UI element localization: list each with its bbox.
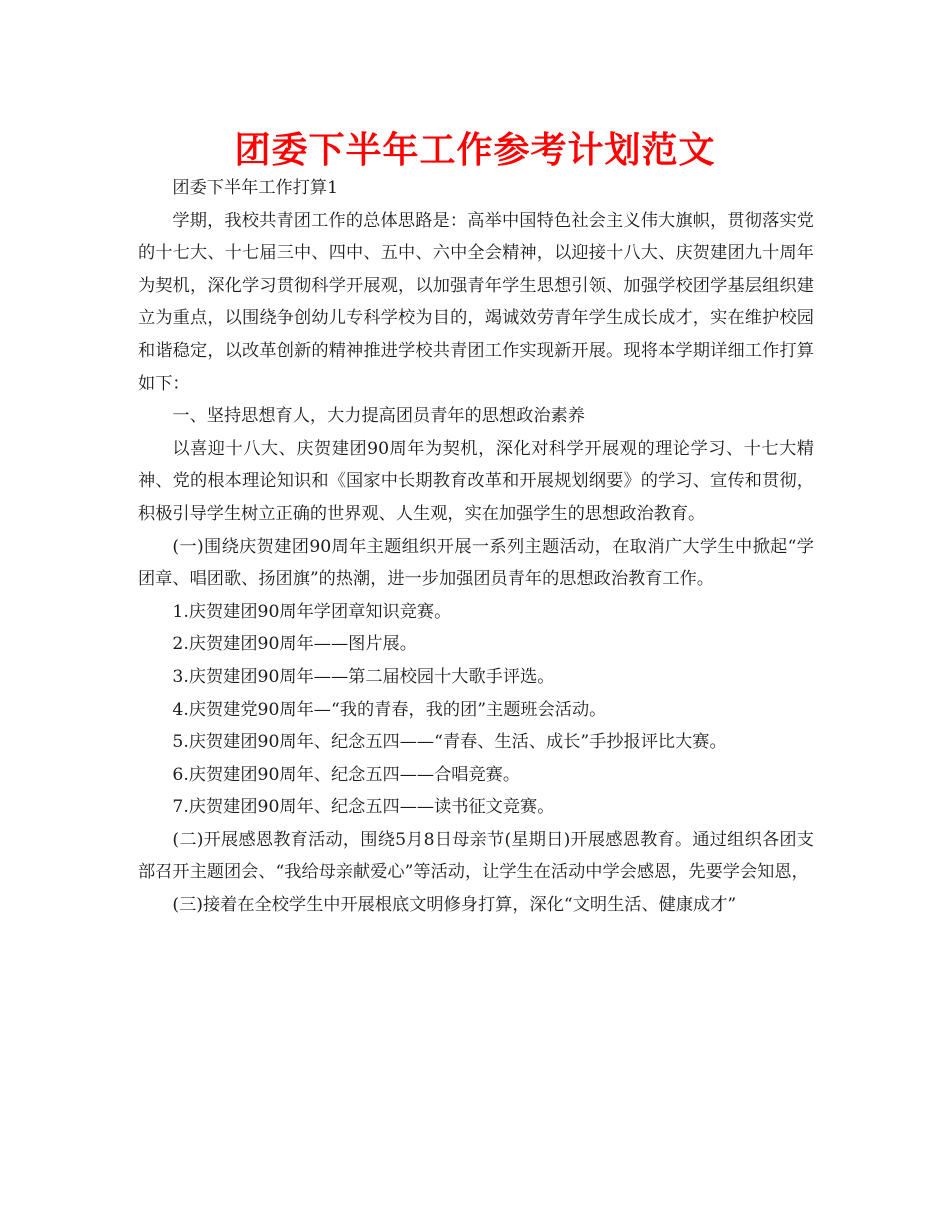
list-item-6: 6.庆贺建团90周年、纪念五四——合唱竞赛。 xyxy=(172,764,521,785)
paragraph-sub-2: (二)开展感恩教育活动，围绕5月8日母亲节(星期日)开展感恩教育。通过组织各团支部召开主题团会、“我给母亲献爱心”等活动，让学生在活动中学会感恩，先要学会知恩， xyxy=(138,829,814,883)
paragraph-subtitle: 团委下半年工作打算1 xyxy=(172,178,339,198)
list-item-2: 2.庆贺建团90周年——图片展。 xyxy=(172,634,417,655)
paragraph-intro: 学期，我校共青团工作的总体思路是：高举中国特色社会主义伟大旗帜，贯彻落实党的十七大、十七届三中、四中、五中、六中全会精神，以迎接十八大、庆贺建团九十周年为契机，深化学习贯彻科学开展观，以加强青年学生思想引领、加强学校团学基层组织建立为重点，以围绕争创幼儿专科学校为目的，竭诚效劳青年学生成长成才，实在维护校园和谐稳定，以改革创新的精神推进学校共青团工作实现新开展。现将本学期详细工作打算如下： xyxy=(138,210,814,394)
paragraph-sub-1: (一)围绕庆贺建团90周年主题组织开展一系列主题活动，在取消广大学生中掀起“学团章、唱团歌、扬团旗”的热潮，进一步加强团员青年的思想政治教育工作。 xyxy=(138,536,814,590)
list-item-5: 5.庆贺建团90周年、纪念五四——“青春、生活、成长”手抄报评比大赛。 xyxy=(172,732,727,753)
document-title: 团委下半年工作参考计划范文 xyxy=(234,130,716,171)
section-heading-1: 一、坚持思想育人，大力提高团员青年的思想政治素养 xyxy=(172,406,585,427)
paragraph-section-1: 以喜迎十八大、庆贺建团90周年为契机，深化对科学开展观的理论学习、十七大精神、党的根本理论知识和《国家中长期教育改革和开展规划纲要》的学习、宣传和贯彻，积极引导学生树立正确的世界观、人生观，实在加强学生的思想政治教育。 xyxy=(138,438,814,524)
paragraph-sub-3: (三)接着在全校学生中开展根底文明修身打算，深化“文明生活、健康成才” xyxy=(172,895,737,916)
document-body xyxy=(138,172,814,922)
list-item-7: 7.庆贺建团90周年、纪念五四——读书征文竞赛。 xyxy=(172,797,555,818)
list-item-3: 3.庆贺建团90周年——第二届校园十大歌手评选。 xyxy=(172,666,555,687)
list-item-1: 1.庆贺建团90周年学团章知识竞赛。 xyxy=(172,601,452,622)
list-item-4: 4.庆贺建党90周年—“我的青春，我的团”主题班会活动。 xyxy=(172,699,607,720)
